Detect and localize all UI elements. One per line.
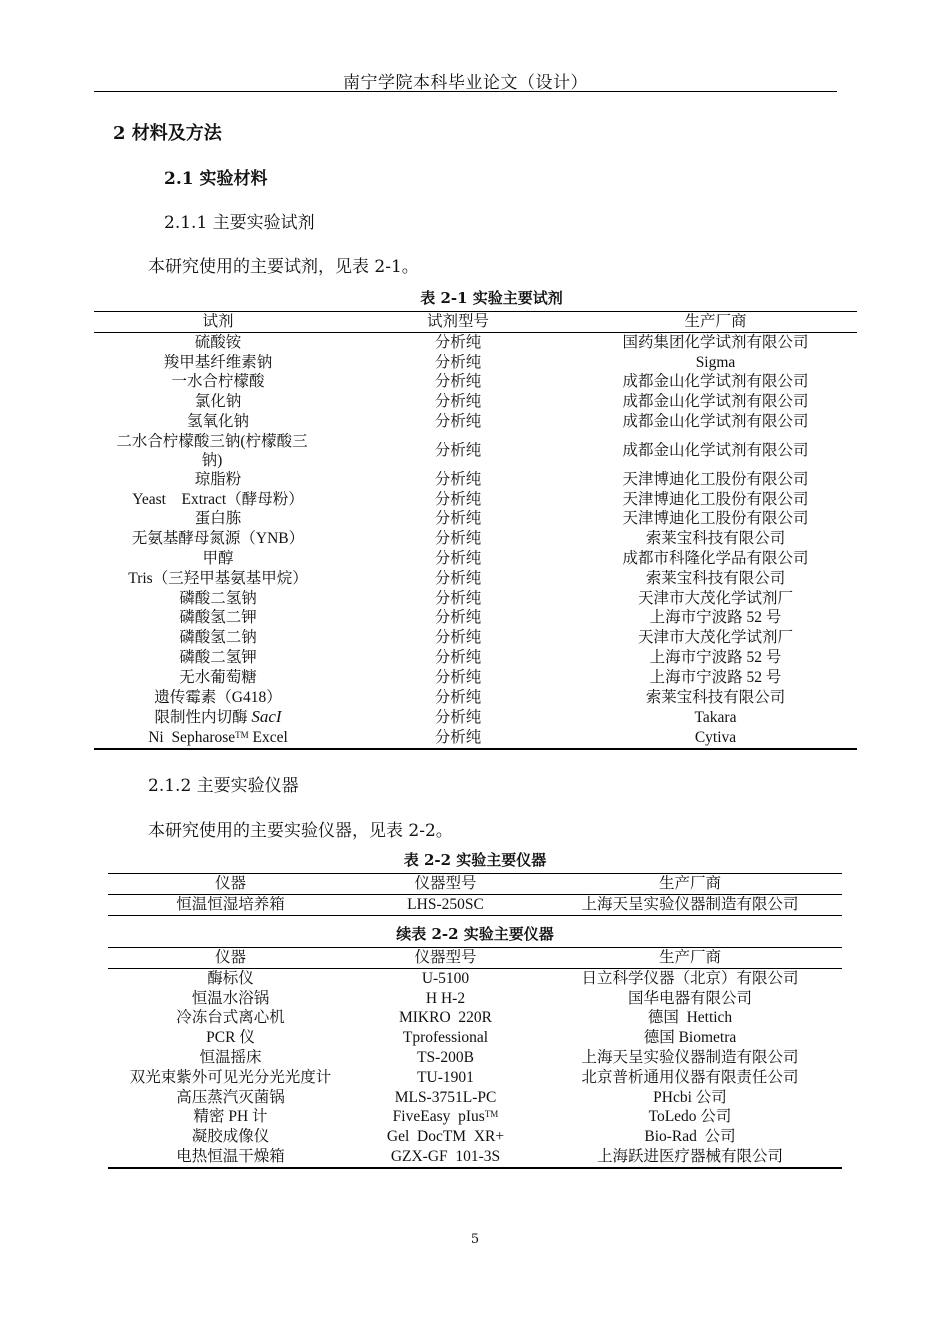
table-cell: 酶标仪 [207, 969, 254, 987]
table-row [108, 1088, 842, 1108]
table-cell: 北京普析通用仪器有限责任公司 [581, 1068, 799, 1086]
table-row [108, 989, 842, 1009]
table-cell: 天津博迪化工股份有限公司 [622, 510, 809, 528]
table1-caption: 表 2-1 实验主要试剂 [420, 289, 563, 307]
table-cell: 羧甲基纤维素钠 [163, 353, 273, 371]
table-cell: 分析纯 [434, 569, 482, 587]
table-cell: 恒温恒湿培养箱 [176, 895, 285, 913]
table-cell: 索莱宝科技有限公司 [645, 688, 786, 706]
subsubsection-title-reagents: 2.1.1 主要实验试剂 [164, 213, 315, 233]
table-row [94, 569, 857, 589]
table-cell: 德国 Biometra [643, 1029, 737, 1047]
table-cell: Bio-Rad 公司 [644, 1128, 736, 1146]
trademark-mark: TM [484, 1109, 499, 1120]
table-row [94, 412, 857, 432]
table-cell: 分析纯 [434, 609, 482, 627]
table-row [108, 1008, 842, 1028]
table-cell: Sigma [695, 353, 736, 371]
table-header-cell: 仪器型号 [353, 948, 538, 969]
table-cell: 索莱宝科技有限公司 [645, 569, 786, 587]
table-row [94, 728, 857, 749]
table-cell: 凝胶成像仪 [191, 1128, 270, 1146]
table-cell: 磷酸二氢钾 [179, 648, 257, 666]
table-cell: 分析纯 [434, 589, 482, 607]
cell-text: Ni Sepharose [148, 729, 236, 747]
table-header-row [108, 874, 842, 895]
cell-text: FiveEasy pIus [392, 1108, 485, 1126]
table-cell: PHcbi 公司 [653, 1088, 727, 1106]
table-row [94, 529, 857, 549]
table-row [108, 968, 842, 988]
table-cell: 精密 PH 计 [193, 1108, 268, 1126]
table-cell: 成都金山化学试剂有限公司 [622, 441, 809, 459]
trademark-mark: TM [235, 730, 249, 741]
page-number: 5 [470, 1232, 480, 1247]
table-cell: 分析纯 [434, 530, 482, 548]
instruments-table-continued [108, 947, 842, 1169]
table-cell: H H-2 [425, 989, 466, 1007]
table-cell: 恒温摇床 [199, 1048, 262, 1066]
table-row [94, 432, 857, 470]
table-cell: 冷冻台式离心机 [176, 1009, 285, 1027]
table-row [94, 372, 857, 392]
table-cell: Gel DocTM XR+ [386, 1128, 505, 1146]
table-header-cell: 试剂型号 [342, 312, 574, 333]
table-row [108, 1107, 842, 1127]
table-cell: Tprofessional [402, 1029, 489, 1047]
table-cell: GZX-GF 101-3S [390, 1147, 501, 1165]
table-cell: 分析纯 [434, 353, 482, 371]
table-cell: 分析纯 [434, 510, 482, 528]
table-cell: 二水合柠檬酸三钠(柠檬酸三钠) [116, 432, 308, 469]
table-row [94, 332, 857, 352]
table-cell: 天津市大茂化学试剂厂 [637, 589, 793, 607]
table-header-row [108, 948, 842, 969]
table-header-cell: 仪器型号 [353, 874, 538, 895]
table-cell: 国华电器有限公司 [627, 989, 752, 1007]
table-cell: 成都市科隆化学品有限公司 [622, 549, 809, 567]
table-row [94, 509, 857, 529]
table-row [108, 1127, 842, 1147]
table-cell: 高压蒸汽灭菌锅 [176, 1088, 285, 1106]
table-cell: 无水葡萄糖 [179, 668, 257, 686]
table-cell: 电热恒温干燥箱 [176, 1147, 285, 1165]
table-cell: 磷酸氢二钾 [179, 609, 257, 627]
table-cell: 日立科学仪器（北京）有限公司 [581, 969, 799, 987]
table-cell: 分析纯 [434, 470, 482, 488]
table-cell: 分析纯 [434, 333, 482, 351]
table-cell: MLS-3751L-PC [394, 1088, 497, 1106]
table-header-cell: 试剂 [94, 312, 342, 333]
table-row [94, 549, 857, 569]
table-cell [94, 707, 342, 728]
table-cell: 上海跃进医疗器械有限公司 [596, 1147, 783, 1165]
table-cell: 上海市宁波路 52 号 [649, 648, 782, 666]
table-row [108, 1068, 842, 1088]
table-cell: Cytiva [694, 729, 737, 747]
instruments-table [108, 873, 842, 916]
table-cell: 氯化钠 [194, 393, 242, 411]
table-cell: 分析纯 [434, 648, 482, 666]
table-cell: 分析纯 [434, 668, 482, 686]
table-row [108, 1147, 842, 1168]
table-cell: 分析纯 [434, 729, 482, 747]
table-row [94, 648, 857, 668]
table-cell: 分析纯 [434, 490, 482, 508]
table-cell: 德国 Hettich [647, 1009, 733, 1027]
table-cell: 上海天呈实验仪器制造有限公司 [581, 895, 799, 913]
subsection-title: 2.1 实验材料 [164, 169, 268, 189]
table-row [94, 688, 857, 708]
table-cell: 天津博迪化工股份有限公司 [622, 470, 809, 488]
table-row [94, 490, 857, 510]
table-cell: U-5100 [421, 969, 470, 987]
paragraph-instruments: 本研究使用的主要实验仪器，见表 2-2。 [148, 821, 453, 841]
table-row [94, 392, 857, 412]
table-row [94, 589, 857, 609]
table-cell: 分析纯 [434, 373, 482, 391]
table-cell: 索莱宝科技有限公司 [645, 530, 786, 548]
paragraph-reagents: 本研究使用的主要试剂，见表 2-1。 [148, 257, 419, 277]
table-cell: 成都金山化学试剂有限公司 [622, 412, 809, 430]
table-cell: 蛋白胨 [194, 510, 242, 528]
subsubsection-title-instruments: 2.1.2 主要实验仪器 [148, 776, 299, 796]
header-rule [94, 91, 837, 92]
table-cell: 恒温水浴锅 [191, 989, 270, 1007]
table-cell: 琼脂粉 [194, 470, 242, 488]
table-row [108, 894, 842, 915]
table-cell: 上海市宁波路 52 号 [649, 609, 782, 627]
enzyme-name: SacI [251, 707, 282, 727]
table-cell: LHS-250SC [407, 895, 484, 913]
table-cell: 一水合柠檬酸 [171, 373, 265, 391]
table-cell: 上海天呈实验仪器制造有限公司 [581, 1048, 799, 1066]
table-header-cell: 生产厂商 [538, 948, 842, 969]
reagents-table [94, 311, 857, 750]
table-cell: Tris（三羟甲基氨基甲烷） [128, 569, 308, 587]
table-cell: Takara [694, 708, 737, 726]
table-header-cell: 仪器 [108, 874, 353, 895]
table-row [94, 470, 857, 490]
table-header-cell: 仪器 [108, 948, 353, 969]
table-cell: ToLedo 公司 [648, 1108, 732, 1126]
table-cell: TU-1901 [417, 1068, 474, 1086]
table-cell: 天津市大茂化学试剂厂 [637, 629, 793, 647]
table-row [94, 628, 857, 648]
table-cell: 国药集团化学试剂有限公司 [622, 333, 809, 351]
cell-text: 限制性内切酶 [154, 709, 248, 727]
table-row [108, 1048, 842, 1068]
table-cell: 硫酸铵 [194, 333, 242, 351]
table-cell: 分析纯 [434, 393, 482, 411]
table2-caption: 表 2-2 实验主要仪器 [403, 851, 547, 869]
table-cell: 成都金山化学试剂有限公司 [622, 393, 809, 411]
table-cell: 双光束紫外可见光分光光度计 [129, 1068, 332, 1086]
cell-text: Excel [248, 729, 288, 747]
table-row [94, 353, 857, 373]
table-cell: 成都金山化学试剂有限公司 [622, 373, 809, 391]
page-header: 南宁学院本科毕业论文（设计） [343, 73, 588, 93]
table-cell: 磷酸二氢钠 [179, 589, 257, 607]
table-cell: 遗传霉素（G418） [154, 688, 282, 706]
table-header-cell: 生产厂商 [538, 874, 842, 895]
table3-caption: 续表 2-2 实验主要仪器 [396, 925, 554, 943]
table-cell [94, 728, 342, 749]
table-cell: TS-200B [417, 1048, 474, 1066]
table-cell: MIKRO 220R [398, 1009, 492, 1027]
table-row [94, 608, 857, 628]
table-row [108, 1028, 842, 1048]
table-header-cell: 生产厂商 [574, 312, 857, 333]
table-cell: 天津博迪化工股份有限公司 [622, 490, 809, 508]
table-cell: 磷酸氢二钠 [179, 629, 257, 647]
table-cell: 分析纯 [434, 629, 482, 647]
table-cell: 分析纯 [434, 412, 482, 430]
table-cell [353, 1107, 538, 1127]
table-cell: 分析纯 [434, 549, 482, 567]
table-cell: Yeast Extract（酵母粉） [132, 490, 304, 508]
table-cell: 甲醇 [202, 549, 234, 567]
table-row [94, 707, 857, 728]
table-row [94, 668, 857, 688]
table-cell: 氢氧化钠 [186, 412, 249, 430]
table-cell: 分析纯 [434, 708, 482, 726]
section-title: 2 材料及方法 [113, 123, 222, 144]
table-cell: 上海市宁波路 52 号 [649, 668, 782, 686]
table-cell: 无氨基酵母氮源（YNB） [131, 530, 305, 548]
table-cell: 分析纯 [434, 688, 482, 706]
table-header-row [94, 312, 857, 333]
table-cell: PCR 仪 [206, 1029, 255, 1047]
table-cell: 分析纯 [434, 441, 482, 459]
